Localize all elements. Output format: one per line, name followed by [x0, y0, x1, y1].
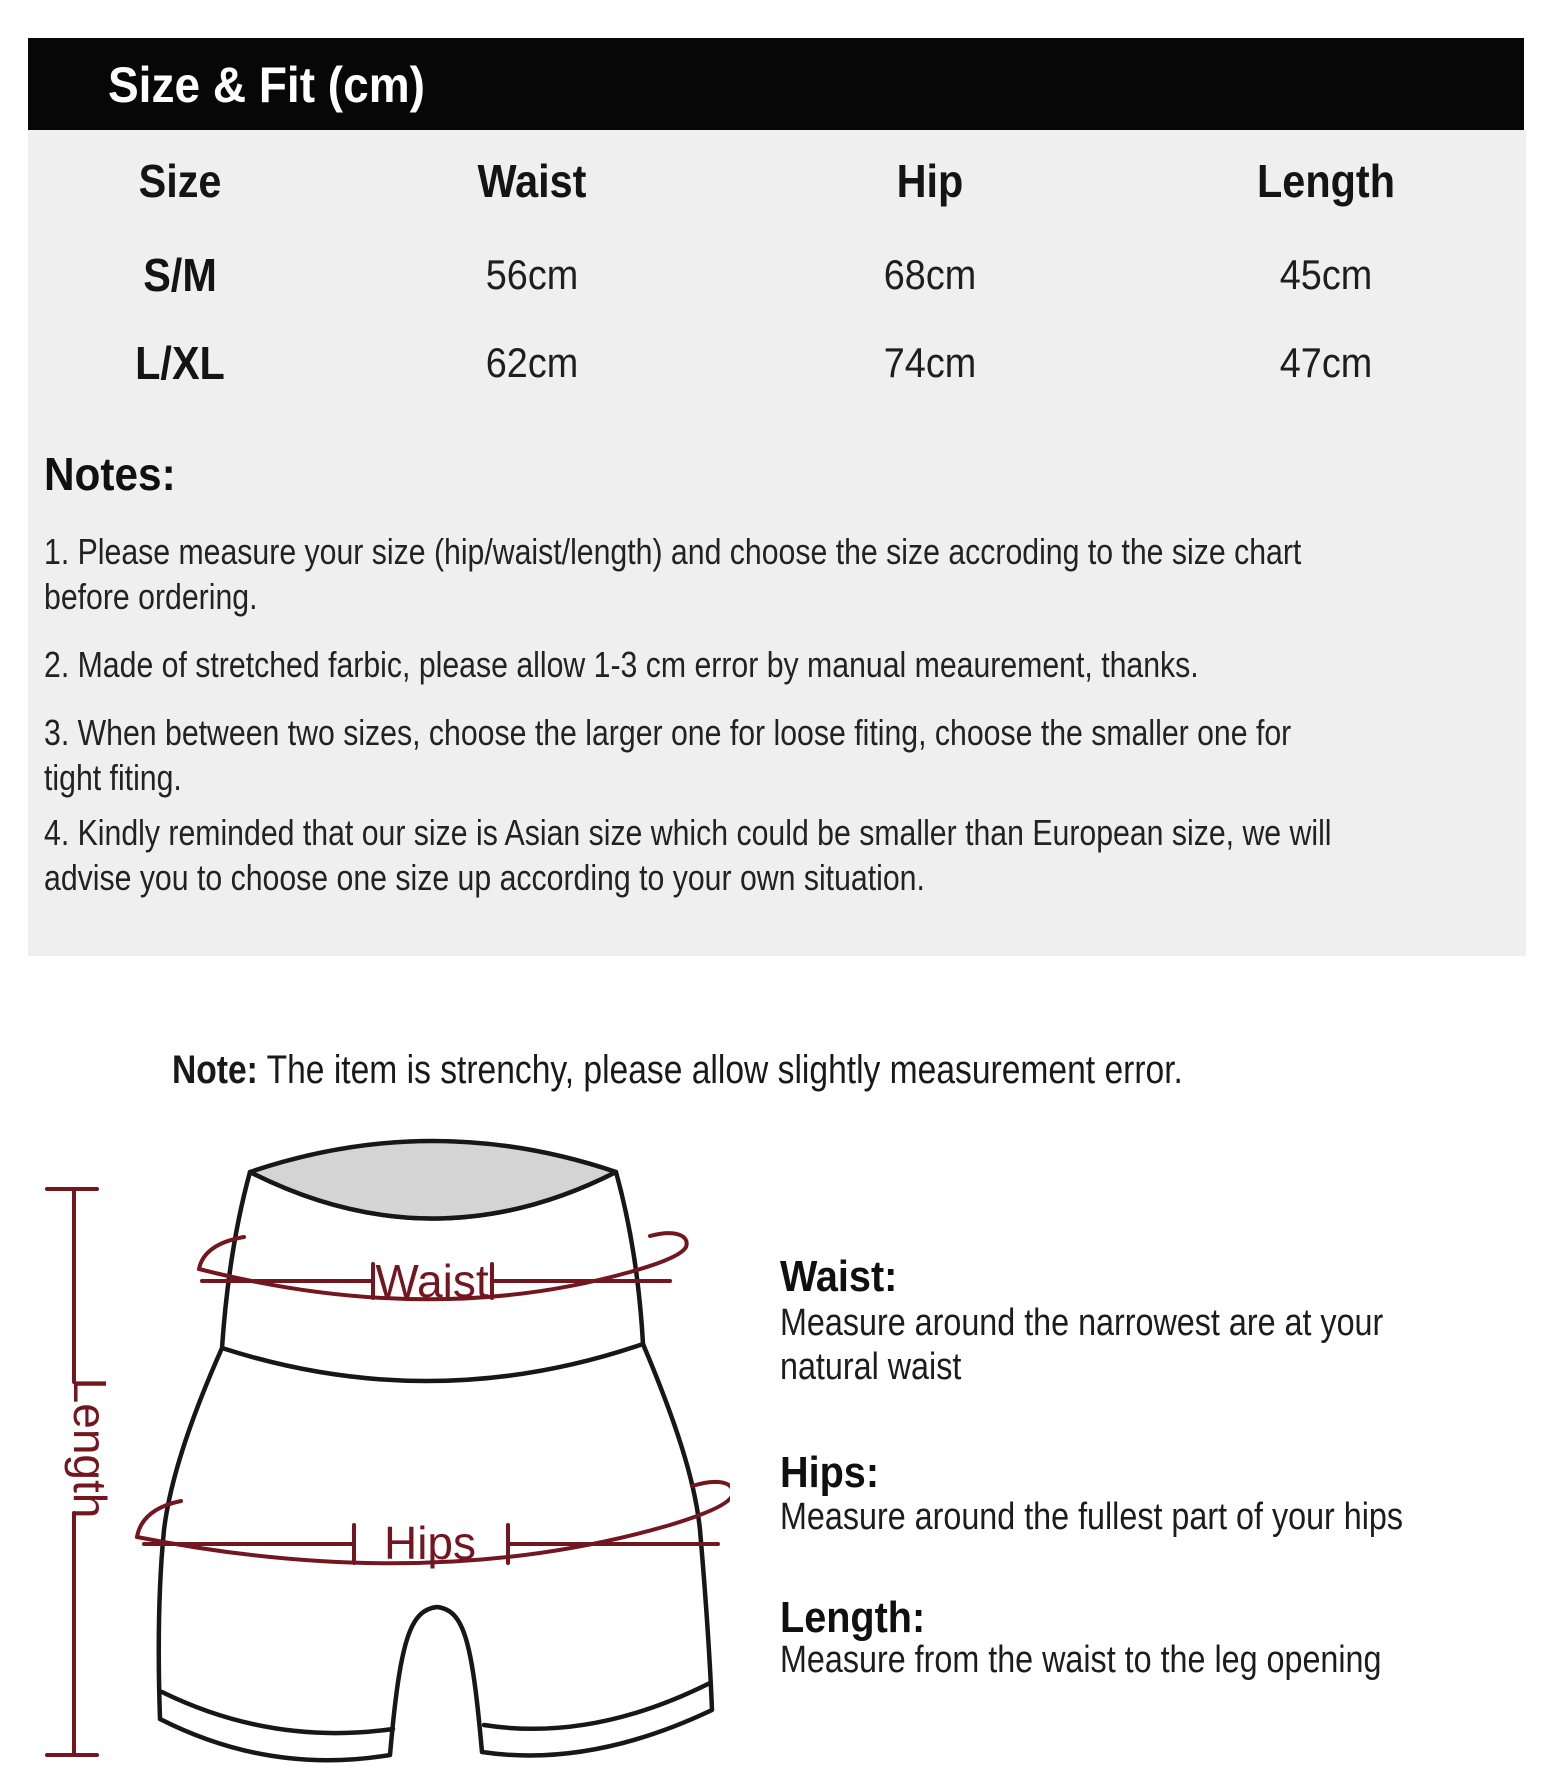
- length-diagram-label: Length: [64, 1377, 116, 1519]
- stretch-note-text: The item is strenchy, please allow slightly measurement error.: [257, 1048, 1183, 1092]
- table-cell-hip: 68cm: [883, 251, 977, 298]
- stretch-note: [172, 1044, 1183, 1096]
- column-header-waist: Waist: [477, 155, 587, 207]
- note-line: 3. When between two sizes, choose the larger one for loose fiting, choose the smaller one for: [44, 712, 1292, 753]
- guide-waist-heading: Waist:: [780, 1252, 898, 1301]
- table-row-size: L/XL: [135, 337, 225, 389]
- guide-hips-heading: Hips:: [780, 1448, 879, 1497]
- guide-length-heading: Length:: [780, 1593, 926, 1642]
- column-header-hip: Hip: [896, 155, 964, 207]
- note-line: advise you to choose one size up according to your own situation.: [44, 857, 925, 898]
- shorts-measurement-diagram: [30, 1130, 730, 1788]
- guide-hips-text: Measure around the fullest part of your hips: [780, 1496, 1404, 1538]
- stretch-note-label: Note:: [172, 1048, 258, 1092]
- column-header-length: Length: [1257, 155, 1395, 207]
- section-header-bar: [28, 38, 1524, 130]
- column-header-size: Size: [138, 155, 222, 207]
- note-line: 2. Made of stretched farbic, please allow 1-3 cm error by manual meaurement, thanks.: [44, 644, 1199, 685]
- note-line: 1. Please measure your size (hip/waist/length) and choose the size accroding to the size chart: [44, 531, 1302, 572]
- guide-waist-text: natural waist: [780, 1346, 962, 1388]
- note-line: before ordering.: [44, 576, 258, 617]
- page-title: Size & Fit (cm): [108, 57, 425, 113]
- table-cell-waist: 62cm: [485, 339, 579, 386]
- notes-heading: Notes:: [44, 448, 176, 500]
- table-cell-length: 45cm: [1279, 251, 1373, 298]
- guide-waist-text: Measure around the narrowest are at your: [780, 1302, 1384, 1344]
- table-cell-length: 47cm: [1279, 339, 1373, 386]
- table-row-size: S/M: [143, 249, 217, 301]
- table-cell-hip: 74cm: [883, 339, 977, 386]
- guide-length-text: Measure from the waist to the leg opening: [780, 1639, 1382, 1681]
- waist-diagram-label: Waist: [375, 1255, 489, 1307]
- hips-diagram-label: Hips: [383, 1517, 477, 1569]
- note-line: tight fiting.: [44, 757, 182, 798]
- table-cell-waist: 56cm: [485, 251, 579, 298]
- note-line: 4. Kindly reminded that our size is Asian size which could be smaller than European size, we will: [44, 812, 1332, 853]
- size-chart-panel: [28, 130, 1526, 956]
